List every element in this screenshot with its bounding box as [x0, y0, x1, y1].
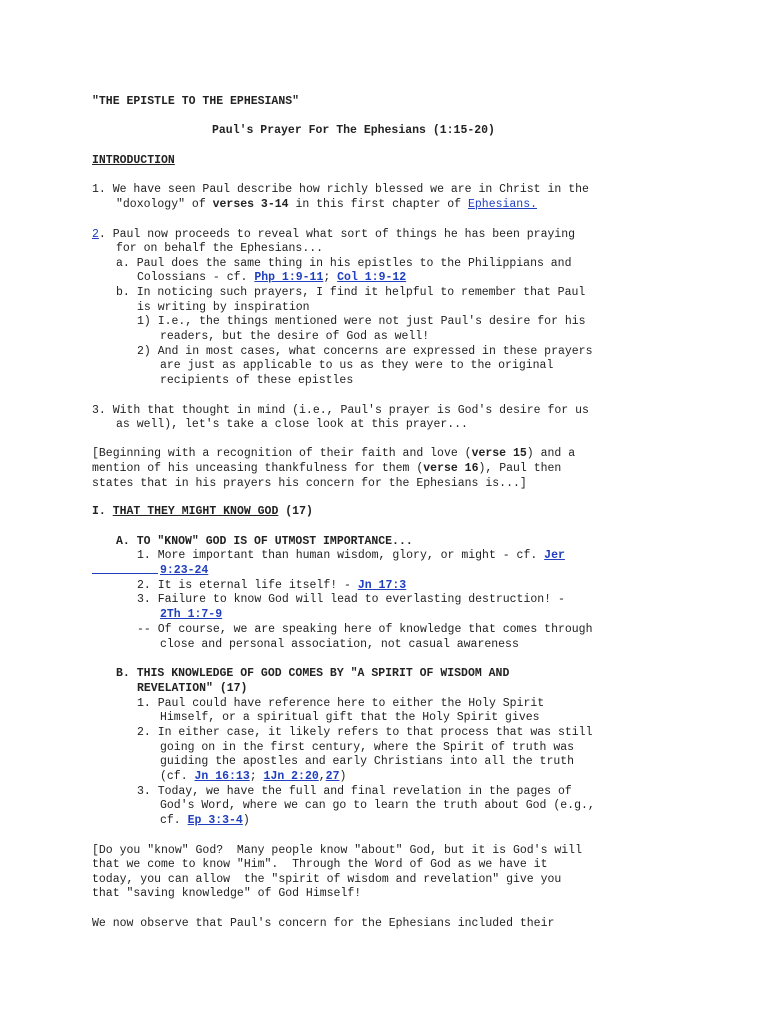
lesson-title: Paul's Prayer For The Ephesians (1:15-20)	[212, 124, 495, 137]
ep-3-3-4-link[interactable]: Ep 3:3-4	[187, 814, 243, 827]
subsection-a-2: 2. It is eternal life itself! - Jn 17:3	[137, 579, 407, 592]
1jn-2-27-link[interactable]: 27	[325, 770, 340, 783]
subsection-b-1-cont: Himself, or a spiritual gift that the Holy Spirit gives	[160, 711, 540, 724]
point-2b-cont: is writing by inspiration	[137, 301, 310, 314]
point-2b-2: 2) And in most cases, what concerns are expressed in these prayers	[137, 345, 593, 358]
jn-16-13-link[interactable]: Jn 16:13	[194, 770, 250, 783]
closing-line-2: that we come to know "Him". Through the Word of God as we have it	[92, 858, 548, 871]
subsection-a-4-cont: close and personal association, not casual awareness	[160, 638, 519, 651]
closing-line-1: [Do you "know" God? Many people know "about" God, but it is God's will	[92, 844, 582, 857]
subsection-a-heading: A. TO "KNOW" GOD IS OF UTMOST IMPORTANCE...	[116, 535, 413, 548]
subsection-b-3-cont: God's Word, where we can go to learn the truth about God (e.g.,	[160, 799, 595, 812]
intro-point-1-cont: "doxology" of verses 3-14 in this first chapter of Ephesians.	[116, 198, 537, 211]
point-2b-2-cont2: recipients of these epistles	[160, 374, 354, 387]
col-1-9-12-link[interactable]: Col 1:9-12	[337, 271, 407, 284]
jer-link[interactable]: Jer	[544, 549, 565, 562]
subsection-b-1: 1. Paul could have reference here to either the Holy Spirit	[137, 697, 545, 710]
intro-point-2-cont: for on behalf the Ephesians...	[116, 242, 324, 255]
point-2b-2-cont: are just as applicable to us as they were to the original	[160, 359, 554, 372]
subsection-b-2-cont2: guiding the apostles and early Christians into all the truth	[160, 755, 575, 768]
subsection-b-heading-cont: REVELATION" (17)	[137, 682, 248, 695]
point-2-link[interactable]: 2	[92, 228, 99, 241]
point-2a: a. Paul does the same thing in his epistles to the Philippians and	[116, 257, 572, 270]
section-one-heading: I. THAT THEY MIGHT KNOW GOD (17)	[92, 505, 313, 518]
subsection-a-1-cont	[160, 563, 208, 578]
intro-point-2: 2. Paul now proceeds to reveal what sort of things he has been praying	[92, 228, 576, 241]
subsection-b-2: 2. In either case, it likely refers to that process that was still	[137, 726, 593, 739]
point-2a-cont: Colossians - cf. Php 1:9-11; Col 1:9-12	[137, 271, 407, 284]
subsection-b-2-cont3: (cf. Jn 16:13; 1Jn 2:20,27)	[160, 770, 347, 783]
closing-line-4: that "saving knowledge" of God Himself!	[92, 887, 362, 900]
2th-1-7-9-link[interactable]: 2Th 1:7-9	[160, 608, 223, 621]
closing-line-5: We now observe that Paul's concern for the Ephesians included their	[92, 917, 555, 930]
ephesians-link[interactable]: Ephesians.	[467, 198, 537, 211]
closing-line-3: today, you can allow the "spirit of wisdom and revelation" give you	[92, 873, 562, 886]
subsection-b-3: 3. Today, we have the full and final revelation in the pages of	[137, 785, 572, 798]
point-2b: b. In noticing such prayers, I find it helpful to remember that Paul	[116, 286, 586, 299]
subsection-a-3: 3. Failure to know God will lead to everlasting destruction! -	[137, 593, 565, 606]
jer-9-23-24-link[interactable]: 9:23-24	[160, 564, 209, 577]
1jn-2-20-link[interactable]: 1Jn 2:20	[263, 770, 319, 783]
intro-point-3: 3. With that thought in mind (i.e., Paul's prayer is God's desire for us	[92, 404, 589, 417]
jn-17-3-link[interactable]: Jn 17:3	[357, 579, 407, 592]
epistle-title: "THE EPISTLE TO THE EPHESIANS"	[92, 95, 300, 108]
intro-point-1: 1. We have seen Paul describe how richly blessed we are in Christ in the	[92, 183, 589, 196]
subsection-a-3-cont	[160, 607, 222, 622]
subsection-a-1: 1. More important than human wisdom, glory, or might - cf. Jer	[137, 549, 565, 562]
php-1-9-11-link[interactable]: Php 1:9-11	[254, 271, 324, 284]
bracket-line-3: states that in his prayers his concern for the Ephesians is...]	[92, 477, 527, 490]
subsection-b-3-cont2: cf. Ep 3:3-4)	[160, 814, 250, 827]
bracket-line-2: mention of his unceasing thankfulness for them (verse 16), Paul then	[92, 462, 562, 475]
link-underline-rule	[92, 573, 158, 574]
subsection-a-4: -- Of course, we are speaking here of knowledge that comes through	[137, 623, 593, 636]
subsection-b-2-cont: going on in the first century, where the Spirit of truth was	[160, 741, 575, 754]
subsection-b-heading: B. THIS KNOWLEDGE OF GOD COMES BY "A SPIRIT OF WISDOM AND	[116, 667, 510, 680]
bracket-line-1: [Beginning with a recognition of their faith and love (verse 15) and a	[92, 447, 576, 460]
point-2b-1-cont: readers, but the desire of God as well!	[160, 330, 430, 343]
intro-point-3-cont: as well), let's take a close look at this prayer...	[116, 418, 468, 431]
introduction-heading: INTRODUCTION	[92, 154, 175, 167]
point-2b-1: 1) I.e., the things mentioned were not just Paul's desire for his	[137, 315, 586, 328]
